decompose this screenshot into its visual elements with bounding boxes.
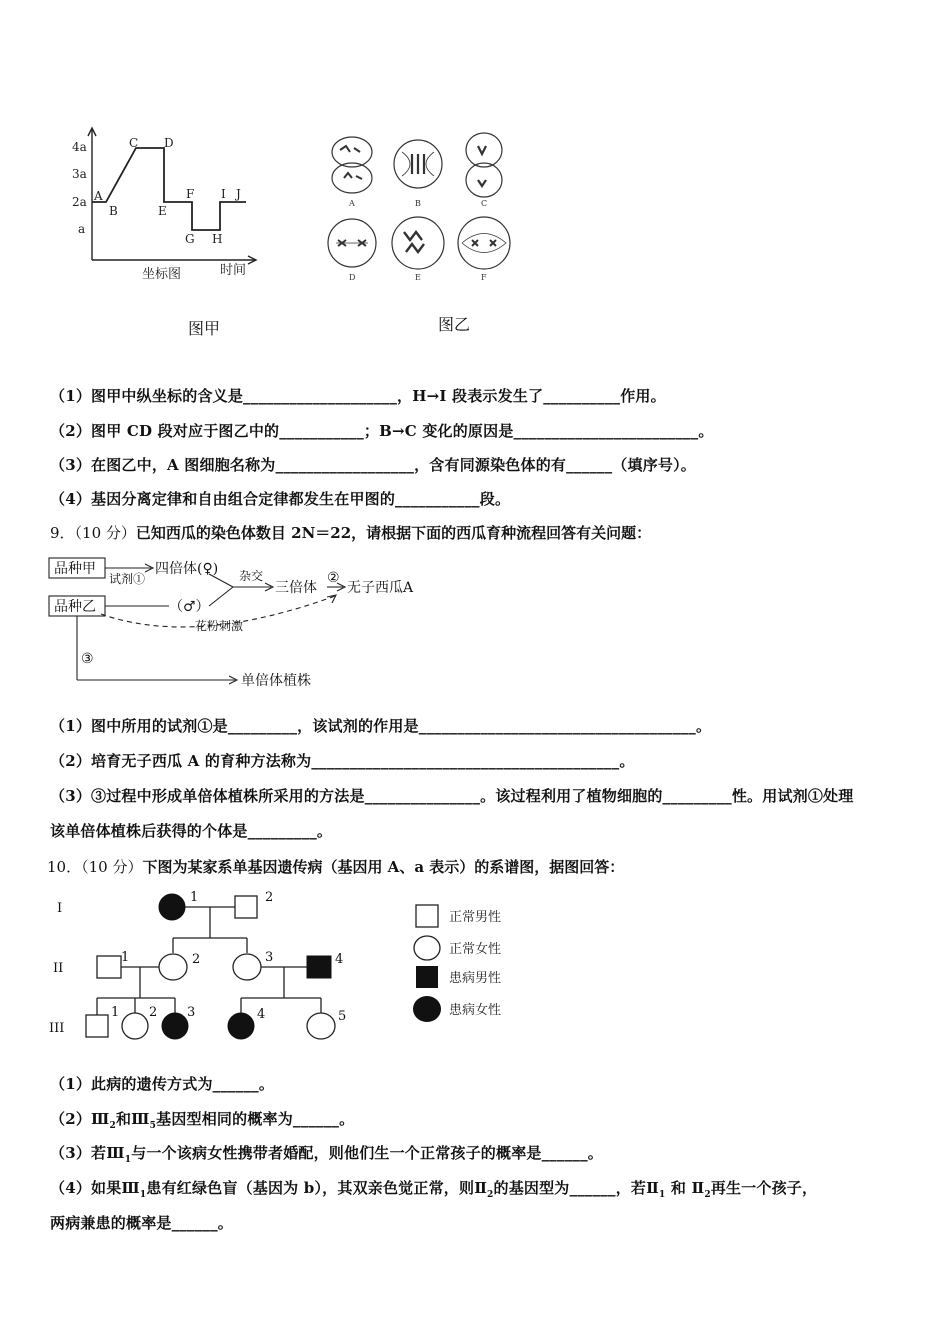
q10-l2-part: 基因型相同的概率为______。 — [156, 1110, 355, 1128]
gen-label-II: II — [53, 961, 64, 976]
flow-huafen: 花粉刺激 — [195, 619, 244, 633]
q10-l3-part: （3）若Ⅲ — [50, 1144, 125, 1162]
id-II-2: 2 — [192, 952, 201, 967]
id-II-3: 3 — [265, 950, 274, 965]
flow-pinzhong-yi: 品种乙 — [54, 599, 96, 615]
flow-shiji: 试剂① — [109, 572, 146, 586]
q9-line-1: （1）图中所用的试剂①是_________，该试剂的作用是____________________________________。 — [50, 717, 712, 735]
y-label-4a: 4a — [72, 140, 87, 154]
id-II-1: 1 — [121, 950, 130, 965]
q10-l2-sub: 2 — [109, 1121, 116, 1131]
q10-l2-sub: 5 — [149, 1121, 157, 1131]
q10-l3-sub: 1 — [124, 1155, 132, 1165]
gen-label-I: I — [57, 901, 63, 916]
legend-normal-male: 正常男性 — [449, 910, 502, 925]
cell-label-D: D — [349, 273, 356, 282]
flow-pinzhong-jia: 品种甲 — [54, 561, 96, 577]
legend-affected-male-symbol — [416, 966, 438, 988]
cell-F — [458, 217, 510, 269]
q8-line-4: （4）基因分离定律和自由组合定律都发生在甲图的___________段。 — [50, 490, 511, 508]
q10-l4-sub: 1 — [139, 1190, 147, 1200]
q10-text: 下图为某家系单基因遗传病（基因用 A、a 表示）的系谱图，据图回答： — [142, 858, 625, 876]
III-5-normal-female — [307, 1013, 335, 1039]
q10-l4-sub: 2 — [487, 1190, 494, 1200]
flow-wuzi: 无子西瓜A — [347, 580, 414, 596]
figure-jia-graph — [60, 120, 270, 290]
point-I: I — [221, 187, 226, 201]
point-D: D — [164, 136, 174, 150]
flow-danbeiti: 单倍体植株 — [241, 673, 311, 689]
I-1-affected-female — [159, 894, 185, 920]
id-I-1: 1 — [190, 890, 199, 905]
legend-normal-male-symbol — [416, 905, 438, 927]
flow-zajiao: 杂交 — [239, 569, 264, 583]
q10-l4-part: 患有红绿色盲（基因为 b），其双亲色觉正常，则Ⅱ — [146, 1179, 488, 1197]
q9-number: 9． — [50, 524, 75, 542]
flow-male: （♂） — [169, 599, 210, 615]
id-III-2: 2 — [149, 1005, 158, 1020]
cell-B — [394, 140, 442, 188]
id-III-5: 5 — [338, 1009, 347, 1024]
gen-label-III: III — [49, 1021, 65, 1036]
q9-points: （10 分） — [74, 524, 136, 542]
cell-C — [466, 133, 502, 197]
q10-l4-part: 的基因型为______，若Ⅱ — [493, 1179, 659, 1197]
cell-label-A: A — [349, 199, 355, 208]
point-B: B — [109, 204, 118, 218]
q8-line-2: （2）图甲 CD 段对应于图乙中的___________；B→C 变化的原因是________________________。 — [50, 422, 714, 440]
q10-l2-part: （2）Ⅲ — [50, 1110, 110, 1128]
legend-affected-female: 患病女性 — [449, 1003, 502, 1018]
III-1-normal-male — [86, 1015, 108, 1037]
q10-l4-part: 和 Ⅱ — [665, 1179, 705, 1197]
cell-label-F: F — [481, 273, 487, 282]
q10-points: （10 分） — [81, 858, 143, 876]
cell-label-E: E — [415, 273, 421, 282]
cell-D — [328, 219, 376, 267]
q9-line-2: （2）培育无子西瓜 A 的育种方法称为________________________________________。 — [50, 752, 635, 770]
point-J: J — [236, 187, 241, 201]
q9-line-4: 该单倍体植株后获得的个体是_________。 — [50, 822, 333, 840]
q10-l4-part: （4）如果Ⅲ — [50, 1179, 140, 1197]
q10-number: 10． — [47, 858, 82, 876]
q10-l4-part: 再生一个孩子， — [710, 1179, 818, 1197]
y-label-3a: 3a — [72, 167, 87, 181]
id-III-1: 1 — [111, 1005, 120, 1020]
q8-line-3: （3）在图乙中，A 图细胞名称为__________________，含有同源染色体的有______（填序号）。 — [50, 456, 697, 474]
id-I-2: 2 — [265, 890, 274, 905]
q10-l4-sub: 2 — [704, 1190, 711, 1200]
q10-header — [47, 856, 624, 877]
III-4-affected-female — [228, 1013, 254, 1039]
legend-normal-female-symbol — [414, 936, 440, 960]
figure-yi-cells — [318, 128, 528, 290]
point-G: G — [185, 232, 195, 246]
q9-header — [50, 522, 651, 543]
q9-breeding-flowchart — [45, 552, 485, 697]
id-III-4: 4 — [257, 1007, 266, 1022]
II-4-affected-male — [307, 956, 331, 978]
point-C: C — [129, 136, 139, 150]
cell-A — [332, 137, 372, 193]
point-F: F — [186, 187, 195, 201]
cell-label-C: C — [481, 199, 488, 208]
cell-label-B: B — [415, 199, 421, 208]
q10-line-5: 两病兼患的概率是______。 — [50, 1214, 234, 1232]
x-axis-label: 时间 — [220, 263, 247, 278]
III-3-affected-female — [162, 1013, 188, 1039]
q9-text: 已知西瓜的染色体数目 2N＝22，请根据下面的西瓜育种流程回答有关问题： — [135, 524, 652, 542]
y-label-2a: 2a — [72, 195, 87, 209]
cell-E — [392, 217, 444, 269]
id-II-4: 4 — [335, 952, 344, 967]
q10-line-1: （1）此病的遗传方式为______。 — [50, 1075, 275, 1093]
q10-l2-part: 和Ⅲ — [115, 1110, 150, 1128]
q10-line-3 — [50, 1142, 603, 1165]
II-1-normal-male — [97, 956, 121, 978]
q10-line-2 — [50, 1108, 354, 1131]
legend-normal-female: 正常女性 — [449, 942, 502, 957]
flow-sanbeiti: 三倍体 — [275, 580, 317, 596]
q10-l4-sub: 1 — [658, 1190, 666, 1200]
point-A: A — [94, 189, 103, 203]
q10-l3-part: 与一个该病女性携带者婚配，则他们生一个正常孩子的概率是______。 — [131, 1144, 603, 1162]
legend-affected-male: 患病男性 — [449, 971, 502, 986]
q10-line-4 — [50, 1177, 817, 1200]
q9-line-3: （3）③过程中形成单倍体植株所采用的方法是_______________。该过程利用了植物细胞的_________性。用试剂①处理 — [50, 787, 854, 805]
flow-step3: ③ — [81, 651, 94, 667]
q10-pedigree-chart — [45, 885, 525, 1045]
legend-affected-female-symbol — [413, 996, 441, 1022]
figure-yi-caption: 图乙 — [438, 315, 471, 334]
y-label-a: a — [78, 222, 86, 236]
q8-line-1: （1）图甲中纵坐标的含义是____________________，H→I 段表示发生了__________作用。 — [50, 387, 666, 405]
point-E: E — [158, 204, 167, 218]
point-H: H — [212, 232, 223, 246]
graph-inner-caption: 坐标图 — [142, 267, 182, 282]
I-2-normal-male — [235, 896, 257, 918]
id-III-3: 3 — [187, 1005, 196, 1020]
II-3-normal-female — [233, 954, 261, 980]
II-2-normal-female — [159, 954, 187, 980]
flow-sibeiti: 四倍体(♀) — [155, 561, 219, 577]
flow-step2: ② — [327, 570, 340, 586]
III-2-normal-female — [122, 1013, 148, 1039]
figure-jia-caption: 图甲 — [188, 319, 221, 338]
